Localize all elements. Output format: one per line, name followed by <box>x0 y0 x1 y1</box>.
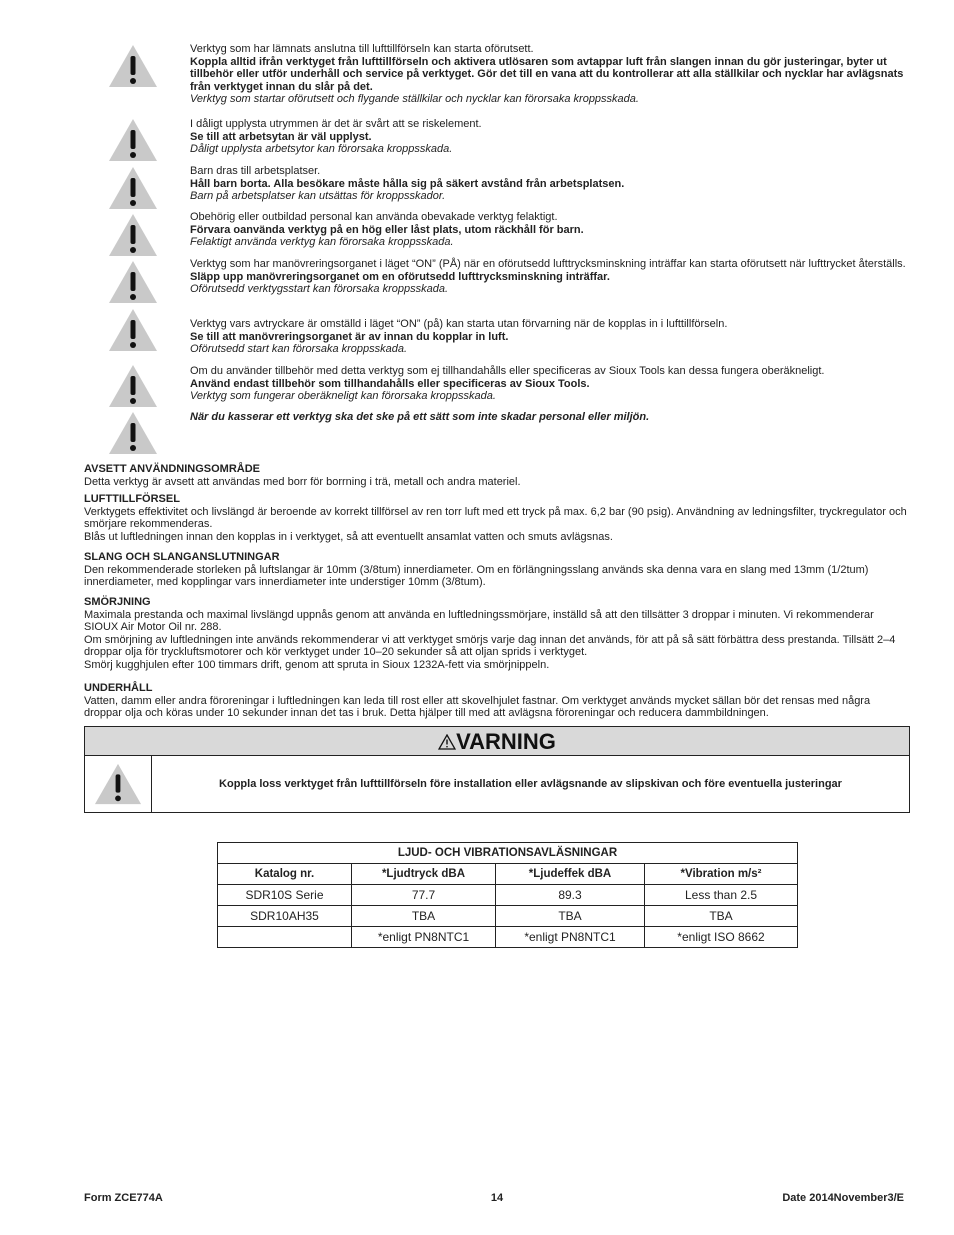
table-header-row <box>218 864 798 885</box>
table-cell: Less than 2.5 <box>645 885 798 906</box>
section-paragraph: Verktygets effektivitet och livslängd är beroende av korrekt tillförsel av ren torr luft med ett tryck på max. 6,2 bar (90 psig). Användning av ledningsfilter, tryckregulator och smörjare rekommenderas. <box>84 505 907 530</box>
section-heading: AVSETT ANVÄNDNINGSOMRÅDE <box>84 463 261 475</box>
table-cell: SDR10S Serie <box>218 885 352 906</box>
footer-date: Date 2014November3/E <box>782 1192 904 1204</box>
warning-consequence-text: Verktyg som fungerar oberäkneligt kan förorsaka kroppsskada. <box>190 390 496 402</box>
warning-instruction-text: Släpp upp manövreringsorganet om en oförutsedd lufttrycksminskning inträffar. <box>190 270 610 283</box>
section-paragraph: Blås ut luftledningen innan den kopplas in i verktyget, så att eventuellt ansamlat vatten och smuts avlägsnas. <box>84 530 613 543</box>
section-paragraph: Vatten, damm eller andra föroreningar i luftledningen kan leda till rost eller att skovelhjulet fastnar. Om verktyget används mycket sällan bör det rensas med några droppar olja och köras under 10 sekunder innan det tas i bruk. Detta hjälper till med att avlägsna föroreningar och reducera dammbildningen. <box>84 694 871 719</box>
section-paragraph: Detta verktyg är avsett att användas med borr för borrning i trä, metall och andra materiel. <box>84 475 521 488</box>
sound-vibration-table <box>217 842 798 948</box>
table-cell: *enligt PN8NTC1 <box>352 927 496 948</box>
warning-consequence-text: Oförutsedd verktygsstart kan förorsaka kroppsskada. <box>190 283 449 295</box>
warning-hazard-text: Om du använder tillbehör med detta verktyg som ej tillhandahålls eller specificeras av Sioux Tools kan dessa fungera oberäkneligt. <box>190 365 825 377</box>
warning-hazard-text: Obehörig eller outbildad personal kan använda obevakade verktyg felaktigt. <box>190 211 558 223</box>
warning-block <box>190 118 910 156</box>
warning-header <box>85 727 909 756</box>
warning-block <box>190 43 910 106</box>
warning-triangle-icon <box>108 308 158 352</box>
warning-box <box>84 726 910 813</box>
warning-block <box>190 365 910 403</box>
section-paragraph: Maximala prestanda och maximal livslängd uppnås genom att använda en luftledningssmörjare, inställd så att den tillsätter 3 droppar i minuten. Vi rekommenderar SIOUX Air Motor Oil nr. 288. <box>84 608 874 633</box>
table-cell: *enligt PN8NTC1 <box>496 927 645 948</box>
table-header-cell: *Ljudtryck dBA <box>352 864 496 885</box>
footer-page-number: 14 <box>490 1192 504 1204</box>
table-row <box>218 927 798 948</box>
warning-triangle-icon <box>108 44 158 88</box>
warning-consequence-text: Oförutsedd start kan förorsaka kroppsskada. <box>190 343 408 355</box>
warning-instruction-text: Se till att manövreringsorganet är av innan du kopplar in luft. <box>190 330 509 343</box>
table-row <box>218 885 798 906</box>
table-header-cell: Katalog nr. <box>218 864 352 885</box>
section-air-supply <box>84 493 910 543</box>
warning-triangle-icon <box>108 411 158 455</box>
footer-form-number: Form ZCE774A <box>84 1192 163 1204</box>
warning-block <box>190 318 910 356</box>
table-cell <box>218 927 352 948</box>
section-intended-use <box>84 463 910 488</box>
section-lubrication <box>84 596 910 671</box>
table-header-cell: *Vibration m/s² <box>645 864 798 885</box>
section-paragraph: Om smörjning av luftledningen inte används rekommenderar vi att verktyget smörjs varje dag innan det används, för att på så sätt förbättra dess prestanda. Tillsätt 2–4 droppar olja för tryckluftsmotorer och kör verktyget under 10–20 sekunder så att oljan sprids i verktyget. <box>84 633 896 658</box>
warning-text: Koppla loss verktyget från lufttillförseln före installation eller avlägsnande av slipskivan och före eventuella justeringar <box>219 777 842 790</box>
warning-hazard-text: Verktyg som har manövreringsorganet i läget “ON” (PÅ) när en oförutsedd lufttrycksminskning inträffar kan starta oförutsett när lufttrycket återställs. <box>190 258 906 270</box>
warning-consequence-text: Barn på arbetsplatser kan utsättas för kroppsskador. <box>190 190 446 202</box>
table-header-cell: *Ljudeffek dBA <box>496 864 645 885</box>
warning-triangle-icon <box>108 213 158 257</box>
warning-hazard-text: Barn dras till arbetsplatser. <box>190 165 321 177</box>
disposal-note: När du kasserar ett verktyg ska det ske på ett sätt som inte skadar personal eller miljön. <box>190 411 650 423</box>
warning-hazard-text: Verktyg som har lämnats anslutna till lufttillförseln kan starta oförutsett. <box>190 43 534 55</box>
section-heading: SMÖRJNING <box>84 596 151 608</box>
section-heading: UNDERHÅLL <box>84 682 153 694</box>
warning-title: VARNING <box>456 729 556 754</box>
warning-triangle-icon <box>108 260 158 304</box>
warning-triangle-icon <box>108 364 158 408</box>
table-cell: TBA <box>352 906 496 927</box>
warning-consequence-text: Dåligt upplysta arbetsytor kan förorsaka kroppsskada. <box>190 143 453 155</box>
table-cell: *enligt ISO 8662 <box>645 927 798 948</box>
section-paragraph: Smörj kugghjulen efter 100 timmars drift, genom att spruta in Sioux 1232A-fett via smörjnippeln. <box>84 658 550 671</box>
table-cell: 89.3 <box>496 885 645 906</box>
warning-triangle-icon <box>94 762 142 806</box>
warning-instruction-text: Se till att arbetsytan är väl upplyst. <box>190 130 372 143</box>
table-cell: TBA <box>496 906 645 927</box>
section-heading: SLANG OCH SLANGANSLUTNINGAR <box>84 551 280 563</box>
table-title: LJUD- OCH VIBRATIONSAVLÄSNINGAR <box>218 843 798 864</box>
warning-consequence-text: Felaktigt använda verktyg kan förorsaka kroppsskada. <box>190 236 454 248</box>
section-hose <box>84 551 910 589</box>
warning-instruction-text: Håll barn borta. Alla besökare måste hålla sig på säkert avstånd från arbetsplatsen. <box>190 177 625 190</box>
warning-icon-cell <box>85 756 152 812</box>
table-row <box>218 906 798 927</box>
warning-hazard-text: I dåligt upplysta utrymmen är det är svårt att se riskelement. <box>190 118 482 130</box>
warning-consequence-text: Verktyg som startar oförutsett och flygande ställkilar och nycklar kan förorsaka kroppsskada. <box>190 93 639 105</box>
table-cell: 77.7 <box>352 885 496 906</box>
table-cell: SDR10AH35 <box>218 906 352 927</box>
section-paragraph: Den rekommenderade storleken på luftslangar är 10mm (3/8tum) innerdiameter. Om en förlängningsslang används ska denna vara en slang med 13mm (1/2tum) innerdiameter, med kopplingar vars innerdiameter inte understiger 10mm (3/8tum). <box>84 563 869 588</box>
warning-outline-icon <box>438 734 456 750</box>
warning-block <box>190 211 910 249</box>
section-heading: LUFTTILLFÖRSEL <box>84 493 180 505</box>
warning-block <box>190 258 910 296</box>
warning-block <box>190 411 910 424</box>
section-maintenance <box>84 682 910 720</box>
warning-block <box>190 165 910 203</box>
warning-instruction-text: Förvara oanvända verktyg på en hög eller låst plats, utom räckhåll för barn. <box>190 223 584 236</box>
warning-instruction-text: Använd endast tillbehör som tillhandahålls eller specificeras av Sioux Tools. <box>190 377 590 390</box>
warning-triangle-icon <box>108 118 158 162</box>
warning-triangle-icon <box>108 166 158 210</box>
table-cell: TBA <box>645 906 798 927</box>
warning-instruction-text: Koppla alltid ifrån verktyget från lufttillförseln och aktivera utlösaren som avtappar luft från slangen innan du gör justeringar, byter ut tillbehör eller utför underhåll och service på verktyget. Gör det till en vana att du kontrollerar att alla ställkilar och nycklar har avlägsnats från verktyget innan du slår på det. <box>190 55 904 93</box>
warning-hazard-text: Verktyg vars avtryckare är omställd i läget “ON” (på) kan starta utan förvarning när de kopplas in i lufttillförseln. <box>190 318 728 330</box>
